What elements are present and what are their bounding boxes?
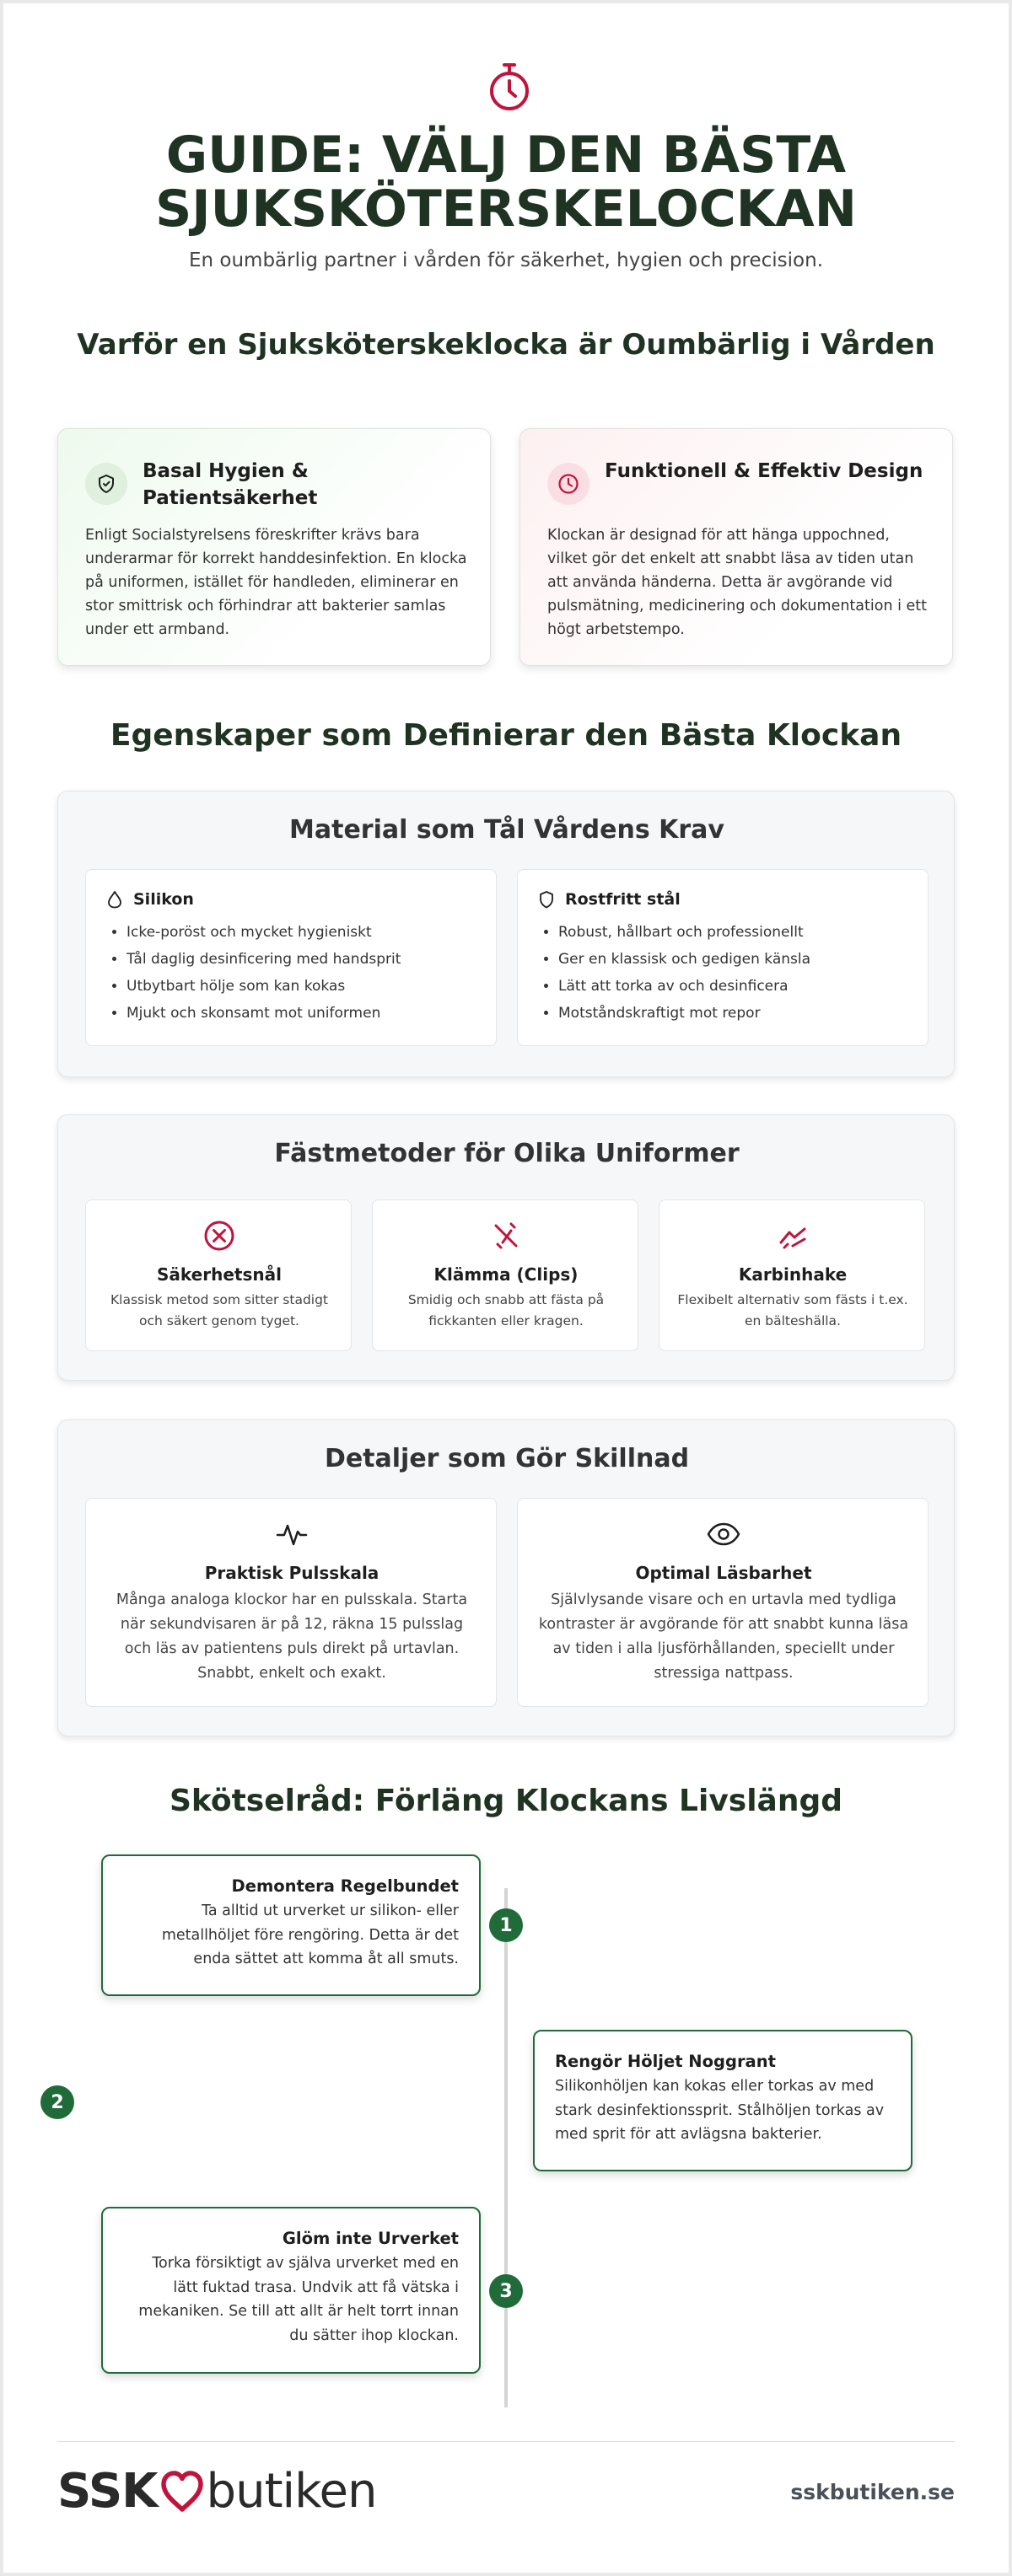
clip-title: Klämma (Clips) <box>433 1264 579 1285</box>
carabiner-card <box>659 1199 925 1351</box>
materials-panel <box>57 791 955 1077</box>
carabiner-text: Flexibelt alternativ som fästs i t.ex. en bälteshälla. <box>677 1292 908 1328</box>
steel-header <box>538 890 681 909</box>
hygiene-card-text: Enligt Socialstyrelsens föreskrifter krävs bara underarmar för korrekt handdesinfektion. En klocka på uniformen, istället för handleden, eliminerar en stor smittrisk och förhindrar att bakterier samlas under ett armband. <box>85 527 467 638</box>
materials-title: Material som Tål Vårdens Krav <box>289 815 724 845</box>
list-item: • Robust, hållbart och professionellt <box>558 919 810 946</box>
clip-text: Smidig och snabb att fästa på fickkanten eller kragen. <box>407 1292 605 1328</box>
list-item: • Icke-poröst och mycket hygieniskt <box>126 919 401 946</box>
pulse-scale-card <box>85 1498 497 1707</box>
care-step-2-text: Silikonhöljen kan kokas eller torkas av med stark desinfektionssprit. Stålhöljen torkas av med sprit för att avlägsna bakterier. <box>555 2078 885 2143</box>
infographic-page <box>3 3 1009 2573</box>
care-step-3-title: Glöm inte Urverket <box>282 2229 459 2248</box>
care-heading: Skötselråd: Förläng Klockans Livslängd <box>169 1784 843 1818</box>
pulse-scale-text: Många analoga klockor har en pulsskala. Starta när sekundvisaren är på 12, räkna 15 pulsslag och läs av patientens puls direkt på urtavlan. Snabbt, enkelt och exakt. <box>116 1591 468 1682</box>
care-step-3-text: Torka försiktigt av själva urverket med en lätt fuktad trasa. Undvik att få vätska i mekaniken. Se till att allt är helt torrt innan du sätter ihop klockan. <box>138 2255 459 2344</box>
list-item: • Utbytbart hölje som kan kokas <box>126 973 401 1000</box>
shield-icon <box>538 890 555 909</box>
clip-card <box>372 1199 638 1351</box>
care-step-3 <box>101 2207 481 2374</box>
footer-url[interactable]: sskbutiken.se <box>790 2480 955 2504</box>
design-card-title: Funktionell & Effektiv Design <box>605 460 923 482</box>
page-title <box>3 126 1009 239</box>
clock-icon <box>547 463 589 505</box>
page-title-line-2: SJUKSKÖTERSKELOCKAN <box>155 180 857 239</box>
safety-pin-text: Klassisk metod som sitter stadigt och säkert genom tyget. <box>110 1292 329 1328</box>
pulse-icon <box>275 1517 309 1551</box>
list-item: • Lätt att torka av och desinficera <box>558 973 810 1000</box>
details-title: Detaljer som Gör Skillnad <box>324 1444 690 1473</box>
care-step-2-title: Rengör Höljet Noggrant <box>555 2052 776 2071</box>
fastening-panel <box>57 1114 955 1381</box>
features-heading: Egenskaper som Definierar den Bästa Klockan <box>110 718 902 753</box>
steel-title: Rostfritt stål <box>565 890 681 909</box>
why-heading: Varför en Sjuksköterskeklocka är Oumbärlig i Vården <box>77 328 935 362</box>
stopwatch-icon <box>487 61 531 115</box>
silicone-header <box>106 890 194 909</box>
readability-card <box>517 1498 929 1707</box>
readability-title: Optimal Läsbarhet <box>635 1563 812 1583</box>
silicone-list <box>126 919 401 1027</box>
care-step-1-text: Ta alltid ut urverket ur silikon- eller metallhöljet före rengöring. Detta är det enda sättet att komma åt all smuts. <box>161 1902 459 1967</box>
timeline-line <box>504 1888 508 2407</box>
shield-check-icon <box>85 463 127 505</box>
safety-pin-card <box>85 1199 352 1351</box>
eye-icon <box>707 1517 740 1551</box>
list-item: • Motståndskraftigt mot repor <box>558 1000 810 1027</box>
safety-pin-title: Säkerhetsnål <box>157 1264 282 1285</box>
sskbutiken-logo <box>57 2461 376 2520</box>
list-item: • Tål daglig desinficering med handsprit <box>126 946 401 973</box>
pulse-scale-title: Praktisk Pulsskala <box>204 1563 380 1583</box>
silicone-card <box>85 869 497 1046</box>
step-number-2: 2 <box>40 2085 74 2119</box>
care-step-1-title: Demontera Regelbundet <box>231 1876 459 1896</box>
clip-icon <box>489 1219 523 1253</box>
pin-circle-icon <box>202 1219 236 1253</box>
carabiner-title: Karbinhake <box>738 1264 848 1285</box>
care-step-2 <box>533 2030 912 2171</box>
step-number-1: 1 <box>489 1908 523 1942</box>
design-card <box>519 428 953 666</box>
carabiner-icon <box>776 1219 810 1253</box>
silicone-title: Silikon <box>133 890 194 909</box>
list-item: • Mjukt och skonsamt mot uniformen <box>126 1000 401 1027</box>
steel-list <box>558 919 810 1027</box>
logo-text-butiken: butiken <box>206 2463 377 2519</box>
hygiene-card-title: Basal Hygien & Patientsäkerhet <box>143 460 318 509</box>
page-title-line-1: GUIDE: VÄLJ DEN BÄSTA <box>165 126 847 185</box>
footer-divider <box>57 2441 955 2442</box>
readability-text: Självlysande visare och en urtavla med tydliga kontraster är avgörande för att snabbt kunna läsa av tiden i alla ljusförhållanden, speciellt under stressiga nattpass. <box>538 1591 909 1682</box>
steel-card <box>517 869 929 1046</box>
droplet-icon <box>106 890 123 909</box>
list-item: • Ger en klassisk och gedigen känsla <box>558 946 810 973</box>
design-card-text: Klockan är designad för att hänga uppochned, vilket gör det enkelt att snabbt läsa av tiden utan att använda händerna. Detta är avgörande vid pulsmätning, medicinering och dokumentation i ett högt arbetstempo. <box>547 527 928 638</box>
page-subtitle: En oumbärlig partner i vården för säkerhet, hygien och precision. <box>188 250 824 271</box>
details-panel <box>57 1419 955 1736</box>
care-step-1 <box>101 1854 481 1996</box>
step-number-3: 3 <box>489 2274 523 2308</box>
hygiene-card <box>57 428 491 666</box>
logo-text-ssk: SSK <box>57 2463 158 2519</box>
fastening-title: Fästmetoder för Olika Uniformer <box>274 1139 740 1168</box>
heart-icon <box>159 2467 205 2514</box>
